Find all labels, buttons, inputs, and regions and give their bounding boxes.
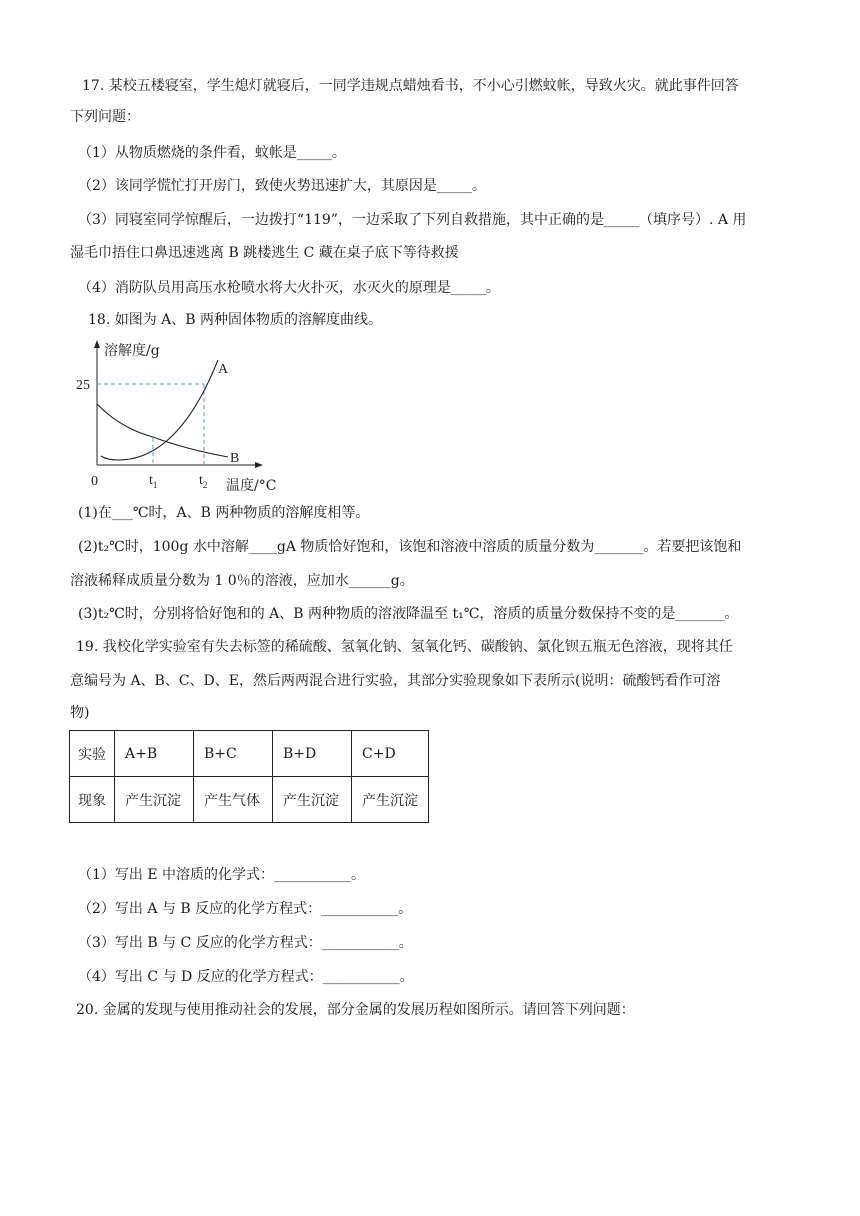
table-cell: 现象 xyxy=(70,777,115,823)
y-axis-label: 溶解度/g xyxy=(104,343,160,359)
table-row xyxy=(70,731,429,777)
origin-label: 0 xyxy=(91,474,98,489)
q18-title: 18. 如图为 A、B 两种固体物质的溶解度曲线。 xyxy=(88,312,383,328)
table-cell: B+D xyxy=(273,731,352,777)
q17-part2: （2）该同学慌忙打开房门，致使火势迅速扩大，其原因是_____。 xyxy=(78,178,486,194)
curve-b xyxy=(97,404,228,457)
x-axis-label: 温度/°C xyxy=(226,478,277,494)
solubility-graph xyxy=(70,338,300,498)
table-cell: A+B xyxy=(115,731,194,777)
q19-part4: （4）写出 C 与 D 反应的化学方程式：___________。 xyxy=(78,969,414,985)
table-row xyxy=(70,777,429,823)
q19-line3: 物) xyxy=(70,705,90,721)
q19-part3: （3）写出 B 与 C 反应的化学方程式：___________。 xyxy=(78,935,413,951)
table-cell: B+C xyxy=(194,731,273,777)
curve-a xyxy=(101,360,218,460)
x-axis-arrow xyxy=(255,462,263,468)
q17-part3-line1: （3）同寝室同学惊醒后，一边拨打“119”，一边采取了下列自救措施，其中正确的是_____（填序号）. A 用 xyxy=(78,212,747,228)
experiment-table xyxy=(69,730,429,823)
q17-part1: （1）从物质燃烧的条件看，蚊帐是_____。 xyxy=(78,145,346,161)
q19-line2: 意编号为 A、B、C、D、E，然后两两混合进行实验，其部分实验现象如下表所示(说明：硫酸钙看作可溶 xyxy=(70,673,721,689)
table-cell: 实验 xyxy=(70,731,115,777)
q18-part2-line2: 溶液稀释成质量分数为 1 0％的溶液，应加水______g。 xyxy=(70,573,414,589)
q19-line1: 19. 我校化学实验室有失去标签的稀硫酸、氢氧化钠、氢氧化钙、碳酸钠、氯化钡五瓶无色溶液，现将其任 xyxy=(76,639,733,655)
table-cell: 产生气体 xyxy=(194,777,273,823)
table-cell: 产生沉淀 xyxy=(115,777,194,823)
table-cell: 产生沉淀 xyxy=(273,777,352,823)
q17-part4: （4）消防队员用高压水枪喷水将大火扑灭，水灭火的原理是_____。 xyxy=(78,280,500,296)
curve-a-label: A xyxy=(218,362,229,377)
curve-b-label: B xyxy=(230,451,240,466)
q18-part2-line1: (2)t₂℃时，100g 水中溶解____gA 物质恰好饱和，该饱和溶液中溶质的质量分数为_______。若要把该饱和 xyxy=(78,539,742,555)
t2-label: $t_2$ xyxy=(199,473,208,490)
q19-part2: （2）写出 A 与 B 反应的化学方程式：___________。 xyxy=(78,901,413,917)
table-cell: C+D xyxy=(352,731,429,777)
t1-label: $t_1$ xyxy=(149,473,158,490)
q20-line1: 20. 金属的发现与使用推动社会的发展，部分金属的发展历程如图所示。请回答下列问题： xyxy=(76,1002,635,1018)
q17-line1: 17. 某校五楼寝室，学生熄灯就寝后，一同学违规点蜡烛看书，不小心引燃蚊帐，导致火灾。就此事件回答 xyxy=(82,78,739,94)
q17-line2: 下列问题： xyxy=(70,109,140,125)
q18-part1: (1)在___℃时，A、B 两种物质的溶解度相等。 xyxy=(78,505,370,521)
q18-part3: (3)t₂℃时，分别将恰好饱和的 A、B 两种物质的溶液降温至 t₁℃，溶质的质量分数保持不变的是_______。 xyxy=(78,606,739,622)
q19-part1: （1）写出 E 中溶质的化学式：___________。 xyxy=(78,867,366,883)
q17-part3-line2: 湿毛巾捂住口鼻迅速逃离 B 跳楼逃生 C 藏在桌子底下等待救援 xyxy=(70,245,459,261)
y-axis-arrow xyxy=(94,340,100,348)
y-tick-25: 25 xyxy=(76,378,90,393)
table-cell: 产生沉淀 xyxy=(352,777,429,823)
